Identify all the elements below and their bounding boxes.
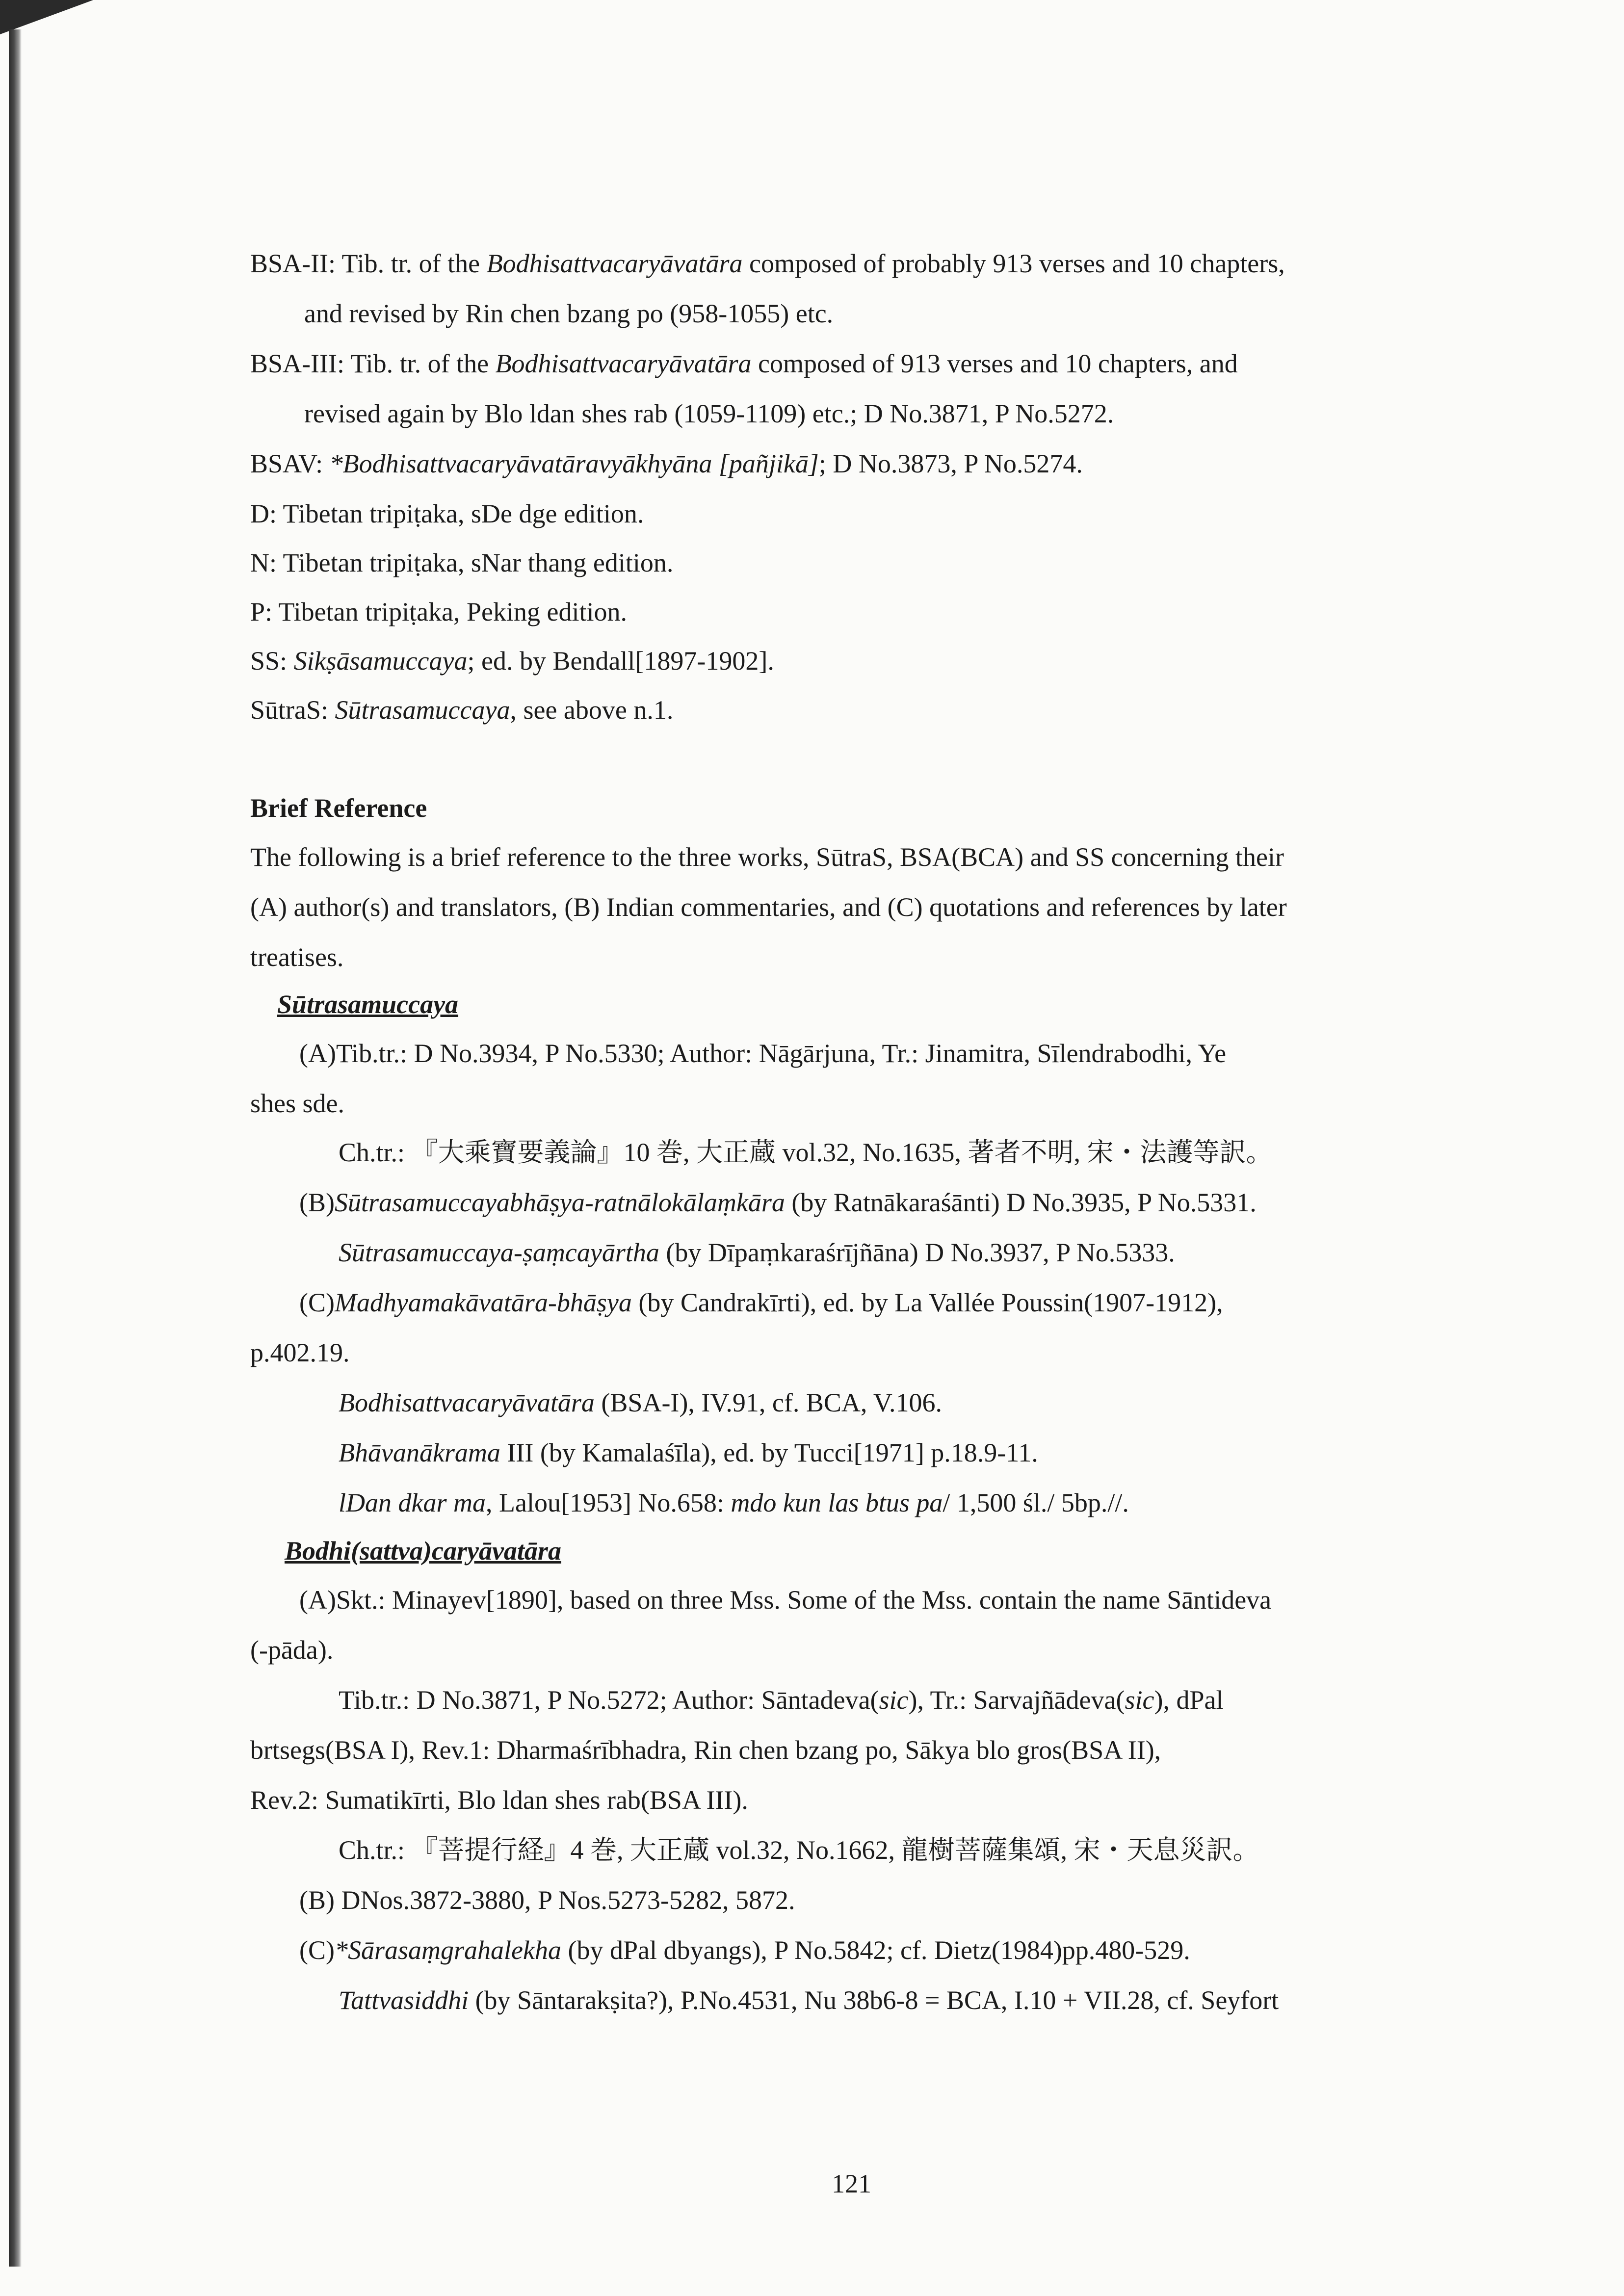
bodhi-c-line1: (C)*Sārasaṃgrahalekha (by dPal dbyangs), P No.5842; cf. Dietz(1984)pp.480-529. (299, 1935, 1190, 1965)
brief-para-line3: treatises. (250, 942, 344, 972)
brief-para-line2: (A) author(s) and translators, (B) Indian commentaries, and (C) quotations and references by later (250, 892, 1287, 922)
bodhi-c-line2: Tattvasiddhi (by Sāntarakṣita?), P.No.4531, Nu 38b6-8 = BCA, I.10 + VII.28, cf. Seyfort (339, 1985, 1279, 2015)
abbrev-n: N: Tibetan tripiṭaka, sNar thang edition. (250, 548, 674, 577)
bodhi-a-line2: (-pāda). (250, 1635, 334, 1665)
bodhi-tib-line2: brtsegs(BSA I), Rev.1: Dharmaśrībhadra, Rin chen bzang po, Sākya blo gros(BSA II), (250, 1735, 1161, 1765)
abbrev-d: D: Tibetan tripiṭaka, sDe dge edition. (250, 499, 644, 528)
abbrev-bsa3-line1: BSA-III: Tib. tr. of the Bodhisattvacaryāvatāra composed of 913 verses and 10 chapters, and (250, 349, 1238, 378)
sutrasam-b-line2: Sūtrasamuccaya-ṣaṃcayārtha (by Dīpaṃkaraśrījñāna) D No.3937, P No.5333. (339, 1238, 1175, 1267)
bodhi-a-line1: (A)Skt.: Minayev[1890], based on three Mss. Some of the Mss. contain the name Sāntideva (299, 1585, 1272, 1615)
bodhi-b: (B) DNos.3872-3880, P Nos.5273-5282, 5872. (299, 1885, 795, 1915)
sutrasam-c-line3: Bodhisattvacaryāvatāra (BSA-I), IV.91, cf. BCA, V.106. (339, 1388, 942, 1417)
page-number: 121 (832, 2169, 871, 2198)
bodhi-tib-line3: Rev.2: Sumatikīrti, Blo ldan shes rab(BSA III). (250, 1785, 748, 1815)
brief-para-line1: The following is a brief reference to the three works, SūtraS, BSA(BCA) and SS concerning their (250, 842, 1284, 872)
abbrev-ss: SS: Sikṣāsamuccaya; ed. by Bendall[1897-1902]. (250, 646, 774, 676)
sutrasam-c-line4: Bhāvanākrama III (by Kamalaśīla), ed. by Tucci[1971] p.18.9-11. (339, 1438, 1038, 1467)
scan-binding-edge (9, 29, 22, 2267)
abbrev-bsav: BSAV: *Bodhisattvacaryāvatāravyākhyāna [pañjikā]; D No.3873, P No.5274. (250, 449, 1083, 478)
sutrasam-b-line1: (B)Sūtrasamuccayabhāṣya-ratnālokālaṃkāra (by Ratnākaraśānti) D No.3935, P No.5331. (299, 1188, 1257, 1217)
abbrev-bsa2-line2: and revised by Rin chen bzang po (958-1055) etc. (304, 299, 834, 328)
subsection-heading-sutrasamuccaya: Sūtrasamuccaya (277, 990, 459, 1019)
bodhi-chinese-tr: Ch.tr.: 『菩提行経』4 巻, 大正蔵 vol.32, No.1662, 龍樹菩薩集頌, 宋・天息災訳。 (339, 1835, 1259, 1865)
sutrasam-c-line2: p.402.19. (250, 1338, 350, 1367)
abbrev-sutras: SūtraS: Sūtrasamuccaya, see above n.1. (250, 695, 674, 725)
abbrev-bsa3-line2: revised again by Blo ldan shes rab (1059-1109) etc.; D No.3871, P No.5272. (304, 399, 1114, 428)
subsection-heading-bodhicaryavatara: Bodhi(sattva)caryāvatāra (285, 1536, 561, 1565)
sutrasam-c-line1: (C)Madhyamakāvatāra-bhāṣya (by Candrakīrti), ed. by La Vallée Poussin(1907-1912), (299, 1288, 1223, 1317)
bodhi-tib-line1: Tib.tr.: D No.3871, P No.5272; Author: Sāntadeva(sic), Tr.: Sarvajñādeva(sic), dPal (339, 1685, 1224, 1715)
sutrasam-chinese-tr: Ch.tr.: 『大乘寶要義論』10 巻, 大正蔵 vol.32, No.1635, 著者不明, 宋・法護等訳。 (339, 1138, 1273, 1167)
sutrasam-c-line5: lDan dkar ma, Lalou[1953] No.658: mdo kun las btus pa/ 1,500 śl./ 5bp.//. (339, 1488, 1129, 1517)
sutrasam-a-line2: shes sde. (250, 1089, 344, 1118)
abbrev-bsa2-line1: BSA-II: Tib. tr. of the Bodhisattvacaryāvatāra composed of probably 913 verses and 10 chapters, (250, 249, 1285, 278)
section-heading: Brief Reference (250, 793, 427, 823)
abbrev-p: P: Tibetan tripiṭaka, Peking edition. (250, 597, 627, 626)
sutrasam-a-line1: (A)Tib.tr.: D No.3934, P No.5330; Author: Nāgārjuna, Tr.: Jinamitra, Sīlendrabodhi, Ye (299, 1039, 1227, 1068)
